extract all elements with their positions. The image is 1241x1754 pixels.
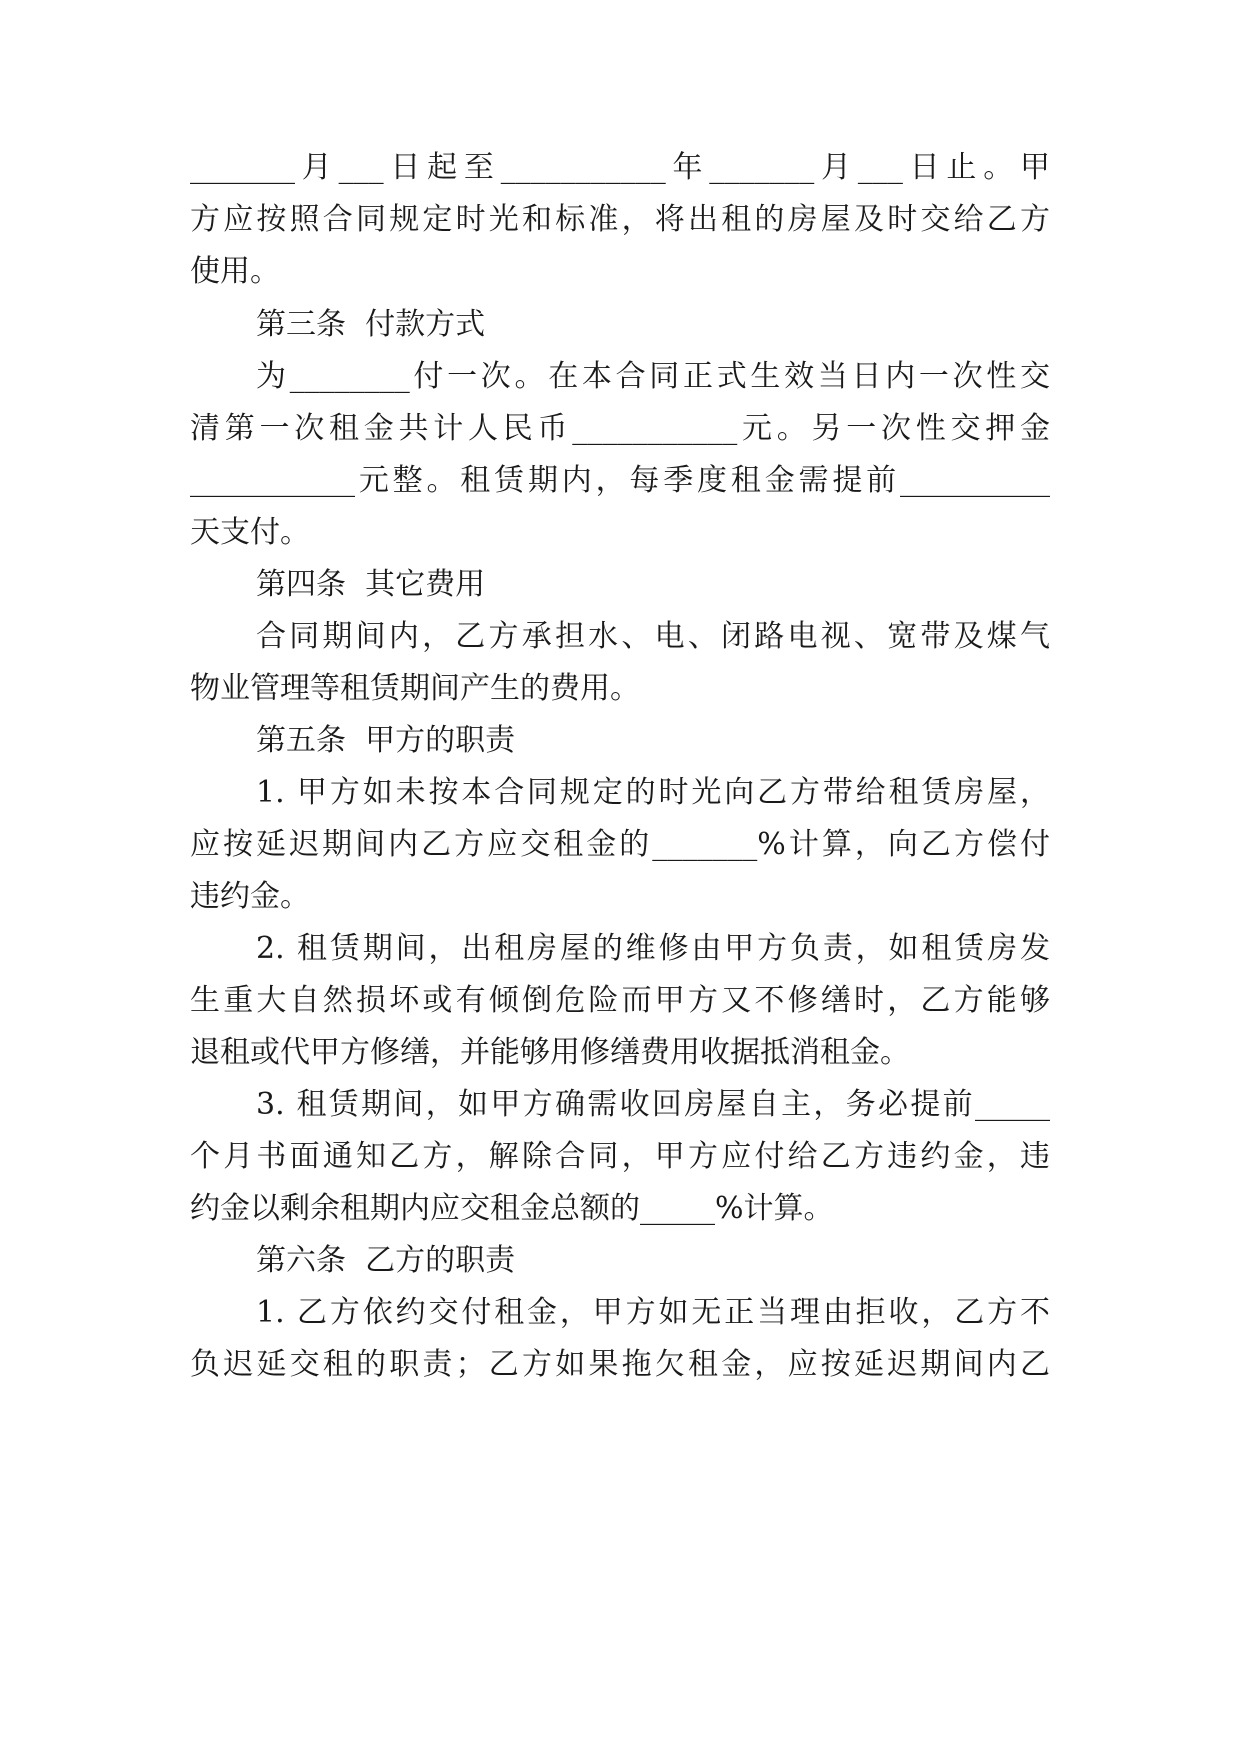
section-heading: 第三条 付款方式 xyxy=(256,307,486,342)
section-heading: 第四条 其它费用 xyxy=(256,567,486,602)
text-line: 为________付一次。在本合同正式生效当日内一次性交 xyxy=(256,359,1050,394)
text-line: 负迟延交租的职责；乙方如果拖欠租金，应按延迟期间内乙 xyxy=(190,1347,1050,1382)
section-heading: 第五条 甲方的职责 xyxy=(256,723,516,758)
text-line: 物业管理等租赁期间产生的费用。 xyxy=(190,671,640,706)
text-line: 1. 甲方如未按本合同规定的时光向乙方带给租赁房屋， xyxy=(256,775,1050,810)
text-line: 应按延迟期间内乙方应交租金的_______%计算，向乙方偿付 xyxy=(190,827,1050,862)
text-line: ___________元整。租赁期内，每季度租金需提前__________ xyxy=(190,463,1050,498)
text-line: 生重大自然损坏或有倾倒危险而甲方又不修缮时，乙方能够 xyxy=(190,983,1050,1018)
text-line: 使用。 xyxy=(190,254,280,289)
text-line: 清第一次租金共计人民币___________元。另一次性交押金 xyxy=(190,411,1050,446)
text-line: 方应按照合同规定时光和标准，将出租的房屋及时交给乙方 xyxy=(190,202,1050,237)
text-line: 2. 租赁期间，出租房屋的维修由甲方负责，如租赁房发 xyxy=(256,931,1050,966)
text-line: 合同期间内，乙方承担水、电、闭路电视、宽带及煤气 xyxy=(256,619,1050,654)
text-line: 1. 乙方依约交付租金，甲方如无正当理由拒收，乙方不 xyxy=(256,1295,1050,1330)
text-line: 个月书面通知乙方，解除合同，甲方应付给乙方违约金，违 xyxy=(190,1139,1050,1174)
text-line: 3. 租赁期间，如甲方确需收回房屋自主，务必提前_____ xyxy=(256,1087,1050,1122)
text-line: _______月___日起至___________年_______月___日止。甲 xyxy=(190,150,1050,185)
text-line: 退租或代甲方修缮，并能够用修缮费用收据抵消租金。 xyxy=(190,1035,910,1070)
text-line: 违约金。 xyxy=(190,879,310,914)
section-heading: 第六条 乙方的职责 xyxy=(256,1243,516,1278)
text-line: 约金以剩余租期内应交租金总额的_____%计算。 xyxy=(190,1191,834,1226)
text-line: 天支付。 xyxy=(190,515,310,550)
